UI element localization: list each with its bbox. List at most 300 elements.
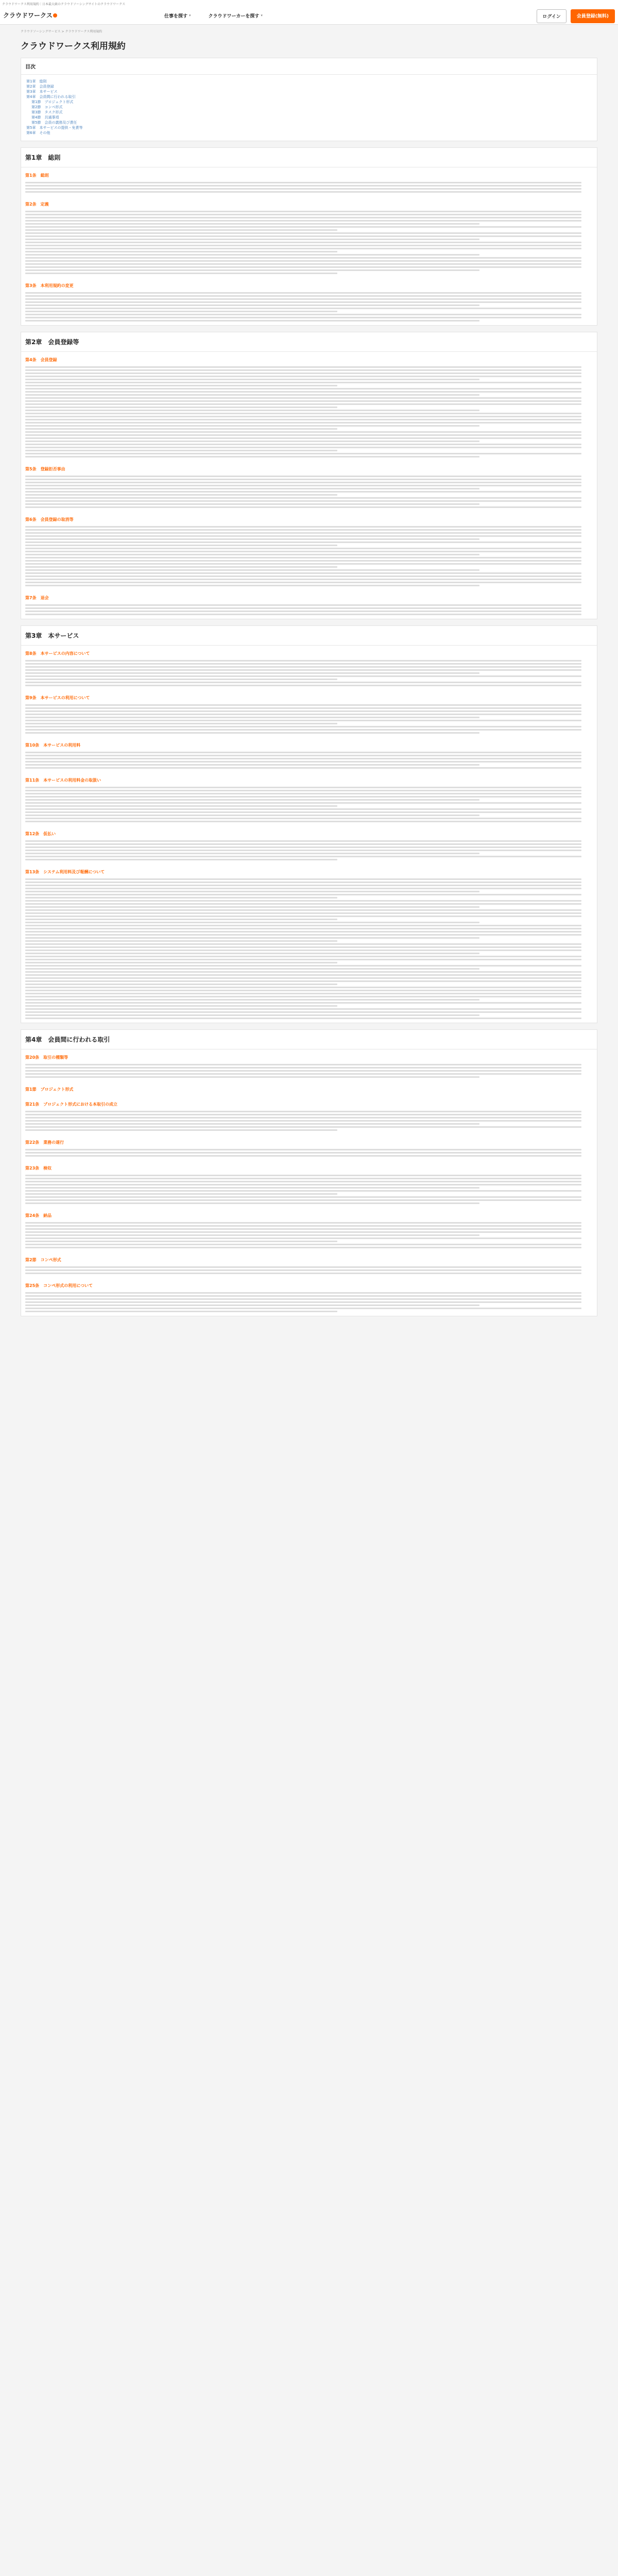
text-line	[25, 953, 479, 954]
text-line	[25, 366, 581, 368]
toc-link[interactable]: 第4節 共通事項	[31, 115, 59, 120]
text-line	[25, 434, 581, 436]
text-line	[25, 311, 337, 312]
text-line	[25, 295, 581, 297]
text-line	[25, 996, 581, 997]
text-line	[25, 506, 581, 508]
text-line	[25, 410, 479, 411]
text-line	[25, 956, 581, 957]
text-line	[25, 1175, 581, 1176]
text-line	[25, 672, 479, 674]
chapter-panel	[21, 1029, 597, 1316]
text-line	[25, 266, 581, 268]
text-line	[25, 1304, 479, 1306]
site-logo[interactable]: クラウドワークス	[3, 11, 57, 20]
text-line	[25, 428, 337, 430]
text-line	[25, 1073, 581, 1075]
toc-title: 目次	[21, 58, 597, 75]
text-line	[25, 242, 581, 243]
text-line	[25, 1190, 581, 1192]
text-line	[25, 226, 581, 228]
text-line	[25, 815, 479, 816]
text-line	[25, 566, 337, 568]
text-line	[25, 993, 581, 994]
text-line	[25, 928, 581, 929]
toc-link[interactable]: 第2章 会員登録	[26, 84, 54, 89]
text-line	[25, 614, 581, 615]
text-line	[25, 758, 581, 759]
text-line	[25, 726, 581, 727]
text-line	[25, 494, 337, 496]
text-line	[25, 1123, 479, 1125]
text-line	[25, 974, 581, 976]
text-line	[25, 1199, 581, 1201]
text-line	[25, 909, 581, 911]
article-body	[21, 602, 597, 615]
text-line	[25, 1002, 581, 1004]
article-title: 第7条 退会	[25, 596, 49, 600]
text-line	[25, 211, 581, 212]
text-line	[25, 965, 581, 967]
text-line	[25, 397, 581, 399]
text-line	[25, 456, 479, 457]
text-line	[25, 1228, 581, 1230]
text-line	[25, 1241, 337, 1242]
text-line	[25, 1244, 581, 1245]
article-body	[21, 702, 597, 734]
text-line	[25, 229, 337, 231]
article-body	[21, 1219, 597, 1248]
text-line	[25, 808, 581, 810]
article-title: 第3条 本利用規約の変更	[25, 283, 74, 288]
text-line	[25, 856, 581, 857]
text-line	[25, 379, 479, 380]
text-line	[25, 720, 581, 721]
text-line	[25, 1225, 581, 1227]
toc-link[interactable]: 第1章 総則	[26, 79, 47, 83]
text-line	[25, 604, 581, 606]
text-line	[25, 497, 581, 499]
toc-link[interactable]: 第5章 本サービスの提供・免責等	[26, 126, 83, 130]
text-line	[25, 900, 581, 902]
text-line	[25, 950, 581, 951]
text-line	[25, 906, 479, 908]
article-title: 第6条 会員登録の取消等	[25, 517, 74, 522]
text-line	[25, 385, 337, 386]
text-line	[25, 987, 581, 988]
article-body	[21, 838, 597, 860]
text-line	[25, 723, 337, 724]
text-line	[25, 488, 479, 489]
text-line	[25, 450, 337, 451]
chapter-panel	[21, 332, 597, 619]
article-title: 第8条 本サービスの内容について	[25, 651, 90, 656]
text-line	[25, 1222, 581, 1224]
browser-title: クラウドワークス利用規約｜日本最大級のクラウドソーシングサイトのクラウドワークス	[0, 0, 618, 6]
text-line	[25, 551, 581, 552]
text-line	[25, 545, 337, 546]
toc-link[interactable]: 第4章 会員間に行われる取引	[26, 95, 76, 99]
text-line	[25, 422, 581, 423]
article-body	[21, 876, 597, 1019]
article-body	[21, 290, 597, 321]
text-line	[25, 214, 581, 215]
text-line	[25, 959, 581, 960]
text-line	[25, 675, 581, 677]
text-line	[25, 802, 581, 804]
text-line	[25, 304, 479, 306]
text-line	[25, 557, 581, 558]
text-line	[25, 254, 479, 256]
text-line	[25, 962, 337, 963]
text-line	[25, 682, 581, 683]
text-line	[25, 400, 581, 402]
text-line	[25, 298, 581, 300]
text-line	[25, 882, 581, 883]
text-line	[25, 1126, 581, 1128]
text-line	[25, 269, 479, 271]
text-line	[25, 1011, 581, 1013]
text-line	[25, 1187, 479, 1189]
text-line	[25, 476, 581, 477]
article-title: 第1条 総則	[25, 173, 49, 178]
text-line	[25, 541, 581, 543]
text-line	[25, 764, 479, 766]
chapter-title: 第3章 本サービス	[21, 626, 597, 646]
article-title: 第2条 定義	[25, 202, 49, 207]
article-body	[21, 179, 597, 193]
text-line	[25, 239, 479, 240]
nav-find-jobs[interactable]: 仕事を探す ▾	[164, 13, 191, 19]
text-line	[25, 403, 581, 405]
text-line	[25, 919, 337, 920]
article-title: 第4条 会員登録	[25, 358, 57, 362]
toc-link[interactable]: 第1節 プロジェクト形式	[31, 100, 74, 104]
text-line	[25, 878, 581, 880]
text-line	[25, 1178, 581, 1179]
toc-list	[21, 75, 597, 141]
article-body	[21, 784, 597, 822]
text-line	[25, 485, 581, 486]
text-line	[25, 232, 581, 234]
text-line	[25, 752, 581, 753]
logo-dot-icon	[53, 13, 57, 18]
text-line	[25, 1247, 581, 1248]
text-line	[25, 560, 581, 562]
main-nav	[157, 6, 270, 25]
text-line	[25, 1301, 581, 1303]
text-line	[25, 894, 581, 895]
chapters	[21, 147, 597, 1316]
text-line	[25, 444, 581, 445]
text-line	[25, 1129, 337, 1131]
text-line	[25, 903, 581, 905]
text-line	[25, 538, 479, 540]
chevron-down-icon: ▾	[189, 13, 191, 18]
text-line	[25, 251, 337, 252]
page-content	[21, 25, 597, 1316]
text-line	[25, 260, 581, 262]
page-title: クラウドワークス利用規約	[21, 41, 126, 52]
text-line	[25, 416, 581, 417]
article-body	[21, 523, 597, 586]
text-line	[25, 235, 581, 237]
text-line	[25, 1298, 581, 1300]
text-line	[25, 191, 581, 193]
toc-link[interactable]: 第3節 タスク形式	[31, 110, 63, 114]
text-line	[25, 500, 581, 502]
text-line	[25, 413, 581, 414]
login-button[interactable]: ログイン	[537, 9, 566, 23]
text-line	[25, 372, 581, 374]
text-line	[25, 984, 337, 985]
text-line	[25, 843, 581, 845]
text-line	[25, 850, 581, 851]
toc-link[interactable]: 第2節 コンペ形式	[31, 105, 63, 109]
chapter-title: 第4章 会員間に行われる取引	[21, 1030, 597, 1049]
text-line	[25, 710, 581, 712]
text-line	[25, 314, 581, 315]
text-line	[25, 263, 581, 265]
text-line	[25, 579, 581, 580]
text-line	[25, 940, 337, 942]
article-body	[21, 749, 597, 769]
text-line	[25, 1269, 581, 1271]
text-line	[25, 320, 479, 321]
text-line	[25, 1266, 581, 1268]
article-title: 第13条 システム利用料及び報酬について	[25, 870, 105, 874]
text-line	[25, 1076, 479, 1078]
text-line	[25, 440, 479, 442]
text-line	[25, 188, 581, 190]
text-line	[25, 585, 479, 586]
text-line	[25, 897, 337, 899]
article-body	[21, 364, 597, 457]
text-line	[25, 660, 581, 662]
text-line	[25, 925, 581, 926]
text-line	[25, 437, 581, 439]
text-line	[25, 611, 581, 612]
text-line	[25, 482, 581, 483]
text-line	[25, 977, 581, 979]
text-line	[25, 707, 581, 709]
text-line	[25, 223, 479, 225]
article-title: 第10条 本サービスの利用料	[25, 743, 81, 748]
text-line	[25, 1111, 581, 1112]
article-body	[21, 208, 597, 274]
article-body	[21, 1290, 597, 1312]
text-line	[25, 980, 581, 982]
text-line	[25, 704, 581, 706]
text-line	[25, 391, 581, 393]
text-line	[25, 292, 581, 294]
breadcrumb: クラウドソーシングサービス > クラウドワークス利用規約	[21, 30, 102, 33]
chapter-panel	[21, 147, 597, 326]
text-line	[25, 931, 581, 933]
text-line	[25, 1008, 581, 1010]
text-line	[25, 369, 581, 371]
article-title: 第2節 コンペ形式	[25, 1258, 61, 1262]
text-line	[25, 1067, 581, 1069]
text-line	[25, 999, 479, 1001]
text-line	[25, 732, 479, 734]
text-line	[25, 425, 479, 427]
text-line	[25, 535, 581, 537]
text-line	[25, 790, 581, 791]
text-line	[25, 1234, 479, 1236]
text-line	[25, 1018, 581, 1019]
text-line	[25, 1014, 479, 1016]
article-title: 第9条 本サービスの利用について	[25, 696, 90, 700]
text-line	[25, 1114, 581, 1115]
text-line	[25, 888, 581, 889]
register-button[interactable]: 会員登録(無料)	[571, 9, 615, 23]
text-line	[25, 273, 337, 274]
text-line	[25, 1193, 337, 1195]
text-line	[25, 317, 581, 318]
text-line	[25, 787, 581, 788]
text-line	[25, 529, 581, 531]
text-line	[25, 526, 581, 528]
article-title: 第22条 業務の遂行	[25, 1140, 64, 1145]
text-line	[25, 257, 581, 259]
text-line	[25, 607, 581, 609]
article-title: 第1節 プロジェクト形式	[25, 1087, 74, 1092]
text-line	[25, 569, 479, 571]
text-line	[25, 220, 581, 222]
text-line	[25, 1120, 581, 1122]
text-line	[25, 729, 581, 731]
text-line	[25, 846, 581, 848]
text-line	[25, 1184, 581, 1185]
chevron-down-icon: ▾	[261, 13, 263, 18]
chapter-title: 第2章 会員登録等	[21, 332, 597, 352]
chapter-title: 第1章 総則	[21, 148, 597, 167]
text-line	[25, 971, 581, 973]
text-line	[25, 563, 581, 565]
text-line	[25, 308, 581, 309]
text-line	[25, 1152, 581, 1154]
text-line	[25, 943, 581, 945]
text-line	[25, 717, 479, 718]
text-line	[25, 217, 581, 218]
text-line	[25, 1005, 337, 1007]
toc-link[interactable]: 第6章 その他	[26, 131, 50, 135]
text-line	[25, 805, 337, 807]
toc-link[interactable]: 第3章 本サービス	[26, 90, 58, 94]
text-line	[25, 685, 581, 686]
text-line	[25, 912, 581, 914]
text-line	[25, 1231, 581, 1233]
article-title: 第11条 本サービスの利用料金の取扱い	[25, 778, 101, 783]
auth-actions	[537, 9, 615, 23]
text-line	[25, 376, 581, 377]
text-line	[25, 1238, 581, 1239]
text-line	[25, 885, 581, 886]
text-line	[25, 891, 479, 892]
text-line	[25, 554, 479, 555]
text-line	[25, 793, 581, 794]
text-line	[25, 922, 479, 923]
text-line	[25, 916, 581, 917]
article-title: 第21条 プロジェクト形式における本取引の成立	[25, 1102, 117, 1107]
article-body	[21, 1146, 597, 1157]
article-body	[21, 657, 597, 686]
text-line	[25, 679, 337, 680]
text-line	[25, 934, 581, 936]
text-line	[25, 767, 581, 769]
text-line	[25, 1311, 337, 1312]
text-line	[25, 382, 581, 383]
text-line	[25, 1117, 581, 1118]
text-line	[25, 572, 581, 574]
text-line	[25, 937, 479, 939]
text-line	[25, 859, 337, 860]
text-line	[25, 968, 479, 970]
article-body	[21, 1108, 597, 1131]
text-line	[25, 532, 581, 534]
text-line	[25, 582, 581, 583]
text-line	[25, 811, 581, 813]
text-line	[25, 821, 581, 822]
text-line	[25, 185, 581, 187]
article-title: 第23条 検収	[25, 1166, 52, 1171]
text-line	[25, 1181, 581, 1182]
text-line	[25, 1149, 581, 1150]
article-title: 第5条 登録拒否事由	[25, 467, 65, 471]
text-line	[25, 1292, 581, 1294]
text-line	[25, 755, 581, 756]
text-line	[25, 248, 581, 249]
article-title: 第12条 仮払い	[25, 832, 56, 836]
text-line	[25, 1202, 479, 1204]
chapter-panel	[21, 625, 597, 1023]
site-header	[0, 6, 618, 25]
text-line	[25, 453, 581, 454]
text-line	[25, 714, 581, 715]
toc-link[interactable]: 第5節 会員の義務及び責任	[31, 121, 77, 125]
text-line	[25, 796, 581, 798]
nav-find-workers[interactable]: クラウドワーカーを探す ▾	[208, 13, 263, 19]
article-title: 第20条 取引の種類等	[25, 1055, 68, 1060]
text-line	[25, 669, 581, 671]
article-body	[21, 473, 597, 508]
article-body	[21, 1172, 597, 1204]
text-line	[25, 301, 581, 303]
text-line	[25, 575, 581, 577]
text-line	[25, 406, 337, 408]
text-line	[25, 491, 581, 493]
toc-panel	[21, 58, 597, 141]
text-line	[25, 447, 581, 448]
text-line	[25, 1064, 581, 1065]
text-line	[25, 1196, 581, 1198]
text-line	[25, 761, 581, 762]
text-line	[25, 431, 581, 433]
text-line	[25, 666, 581, 668]
text-line	[25, 1273, 581, 1274]
text-line	[25, 663, 581, 665]
text-line	[25, 182, 581, 183]
article-body	[21, 1061, 597, 1078]
text-line	[25, 853, 479, 854]
text-line	[25, 1070, 581, 1072]
text-line	[25, 245, 581, 246]
text-line	[25, 840, 581, 842]
text-line	[25, 394, 479, 396]
text-line	[25, 1155, 581, 1157]
article-body	[21, 1264, 597, 1274]
